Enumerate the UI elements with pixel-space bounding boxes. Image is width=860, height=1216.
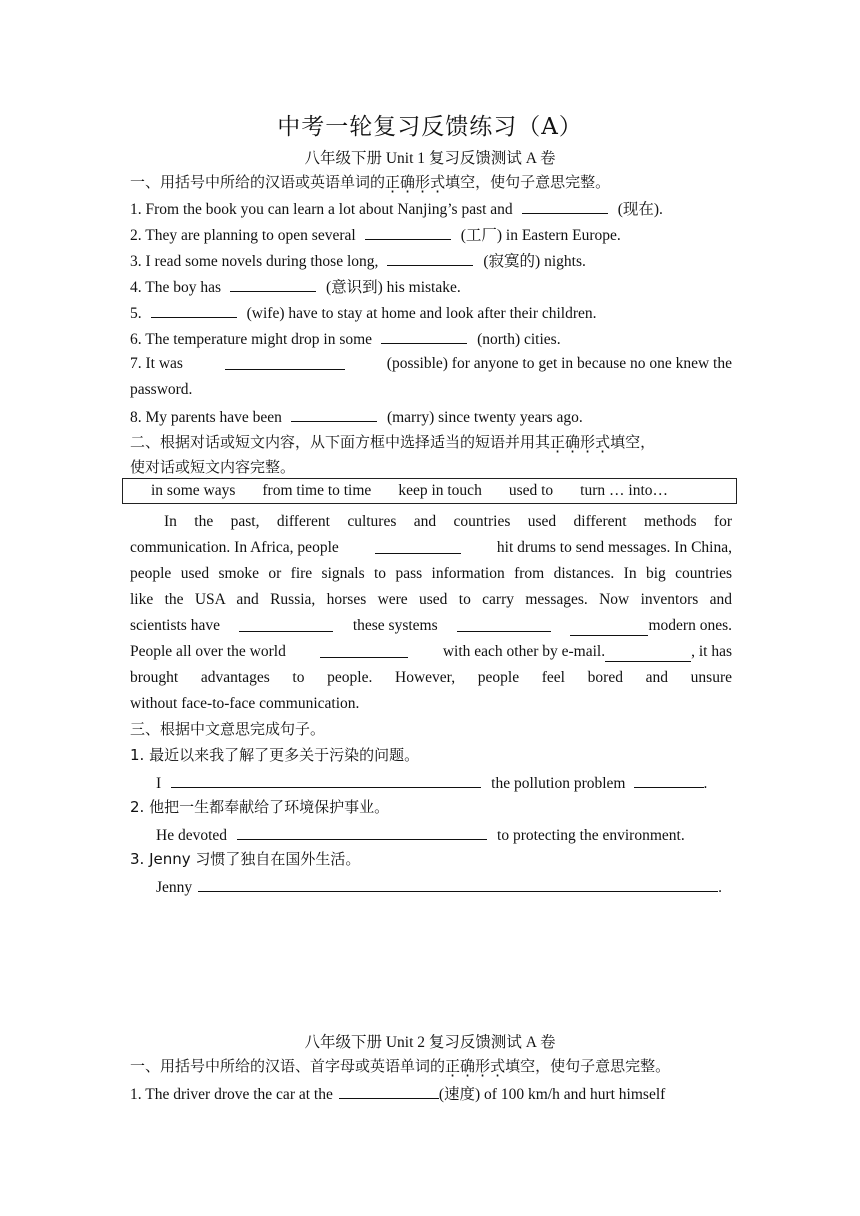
unit1-sec2-title-line2: 使对话或短文内容完整。	[130, 458, 296, 476]
answer-blank[interactable]	[291, 406, 377, 422]
answer-blank[interactable]	[381, 328, 467, 344]
phrase-box	[122, 478, 737, 504]
dotted-char: 确	[460, 1057, 476, 1075]
dotted-emphasis	[385, 173, 445, 191]
dotted-emphasis	[445, 1057, 505, 1075]
question-1-4: 4. The boy has (意识到) his mistake.	[130, 276, 732, 298]
phrase-option: turn … into…	[580, 482, 669, 499]
question-1-1: 1. From the book you can learn a lot about Nanjing’s past and (现在).	[130, 198, 732, 220]
passage-line-1: In the past, different cultures and countries used different methods for	[164, 513, 732, 530]
dotted-char: 确	[400, 173, 416, 191]
passage-line-6: People all over the world with each other by e-mail. , it has	[130, 643, 732, 660]
dotted-char: 式	[490, 1057, 506, 1075]
answer-blank[interactable]	[634, 772, 704, 788]
passage-line-5: scientists have these systems modern ones.	[130, 617, 732, 634]
answer-blank[interactable]	[198, 876, 718, 892]
translation-3-prompt: 3. Jenny 习惯了独自在国外生活。	[130, 850, 361, 868]
question-1-2: 2. They are planning to open several (工厂) in Eastern Europe.	[130, 224, 732, 246]
answer-blank[interactable]	[522, 198, 608, 214]
answer-blank[interactable]	[339, 1083, 439, 1099]
question-1-6: 6. The temperature might drop in some (north) cities.	[130, 328, 732, 350]
answer-blank[interactable]	[171, 772, 481, 788]
answer-blank[interactable]	[605, 646, 691, 662]
dotted-char: 式	[430, 173, 446, 191]
unit2-heading: 八年级下册 Unit 2 复习反馈测试 A 卷	[304, 1034, 556, 1051]
dotted-char: 确	[565, 433, 581, 451]
dotted-char: 形	[580, 433, 596, 451]
unit2-question-1: 1. The driver drove the car at the (速度) of 100 km/h and hurt himself	[130, 1083, 732, 1105]
question-1-3: 3. I read some novels during those long, (寂寞的) nights.	[130, 250, 732, 272]
phrase-option: from time to time	[262, 482, 372, 499]
phrase-option: used to	[508, 482, 554, 499]
unit1-sec1-title: 一、用括号中所给的汉语或英语单词的正确形式填空，使句子意思完整。	[130, 173, 611, 191]
dotted-char: 正	[550, 433, 566, 451]
dotted-char: 正	[385, 173, 401, 191]
dotted-char: 式	[595, 433, 611, 451]
answer-blank[interactable]	[230, 276, 316, 292]
unit1-sec3-title: 三、根据中文意思完成句子。	[130, 720, 326, 738]
translation-2-prompt: 2. 他把一生都奉献给了环境保护事业。	[130, 798, 390, 816]
translation-1-answer: I the pollution problem .	[156, 772, 758, 794]
question-1-7-cont: password.	[130, 381, 193, 398]
translation-1-prompt: 1. 最近以来我了解了更多关于污染的问题。	[130, 746, 420, 764]
page-title: 中考一轮复习反馈练习（A）	[277, 114, 583, 140]
passage-line-7: brought advantages to people. However, people feel bored and unsure	[130, 669, 732, 686]
dotted-char: 形	[475, 1057, 491, 1075]
unit1-sec2-title-line1: 二、根据对话或短文内容，从下面方框中选择适当的短语并用其正确形式填空，	[130, 433, 656, 451]
answer-blank[interactable]	[239, 616, 333, 632]
passage-line-2: communication. In Africa, people hit drums to send messages. In China,	[130, 539, 732, 556]
answer-blank[interactable]	[365, 224, 451, 240]
answer-blank[interactable]	[237, 824, 487, 840]
unit1-heading: 八年级下册 Unit 1 复习反馈测试 A 卷	[304, 150, 556, 167]
passage-line-8: without face-to-face communication.	[130, 695, 360, 712]
unit2-sec1-title: 一、用括号中所给的汉语、首字母或英语单词的正确形式填空，使句子意思完整。	[130, 1057, 671, 1075]
translation-3-answer: Jenny .	[156, 876, 758, 898]
answer-blank[interactable]	[375, 538, 461, 554]
answer-blank[interactable]	[387, 250, 473, 266]
phrase-option: in some ways	[151, 482, 236, 499]
passage-line-3: people used smoke or fire signals to pass information from distances. In big countries	[130, 565, 732, 582]
answer-blank[interactable]	[457, 616, 551, 632]
answer-blank[interactable]	[320, 642, 408, 658]
answer-blank[interactable]	[570, 620, 648, 636]
translation-2-answer: He devoted to protecting the environment.	[156, 824, 758, 846]
question-1-7: 7. It was (possible) for anyone to get in because no one knew the	[130, 355, 732, 372]
dotted-char: 形	[415, 173, 431, 191]
passage-line-4: like the USA and Russia, horses were used to carry messages. Now inventors and	[130, 591, 732, 608]
question-1-5: 5. (wife) have to stay at home and look after their children.	[130, 302, 732, 324]
question-1-8: 8. My parents have been (marry) since twenty years ago.	[130, 406, 732, 428]
answer-blank[interactable]	[151, 302, 237, 318]
answer-blank[interactable]	[225, 354, 345, 370]
dotted-emphasis	[550, 433, 610, 451]
dotted-char: 正	[445, 1057, 461, 1075]
phrase-option: keep in touch	[398, 482, 482, 499]
